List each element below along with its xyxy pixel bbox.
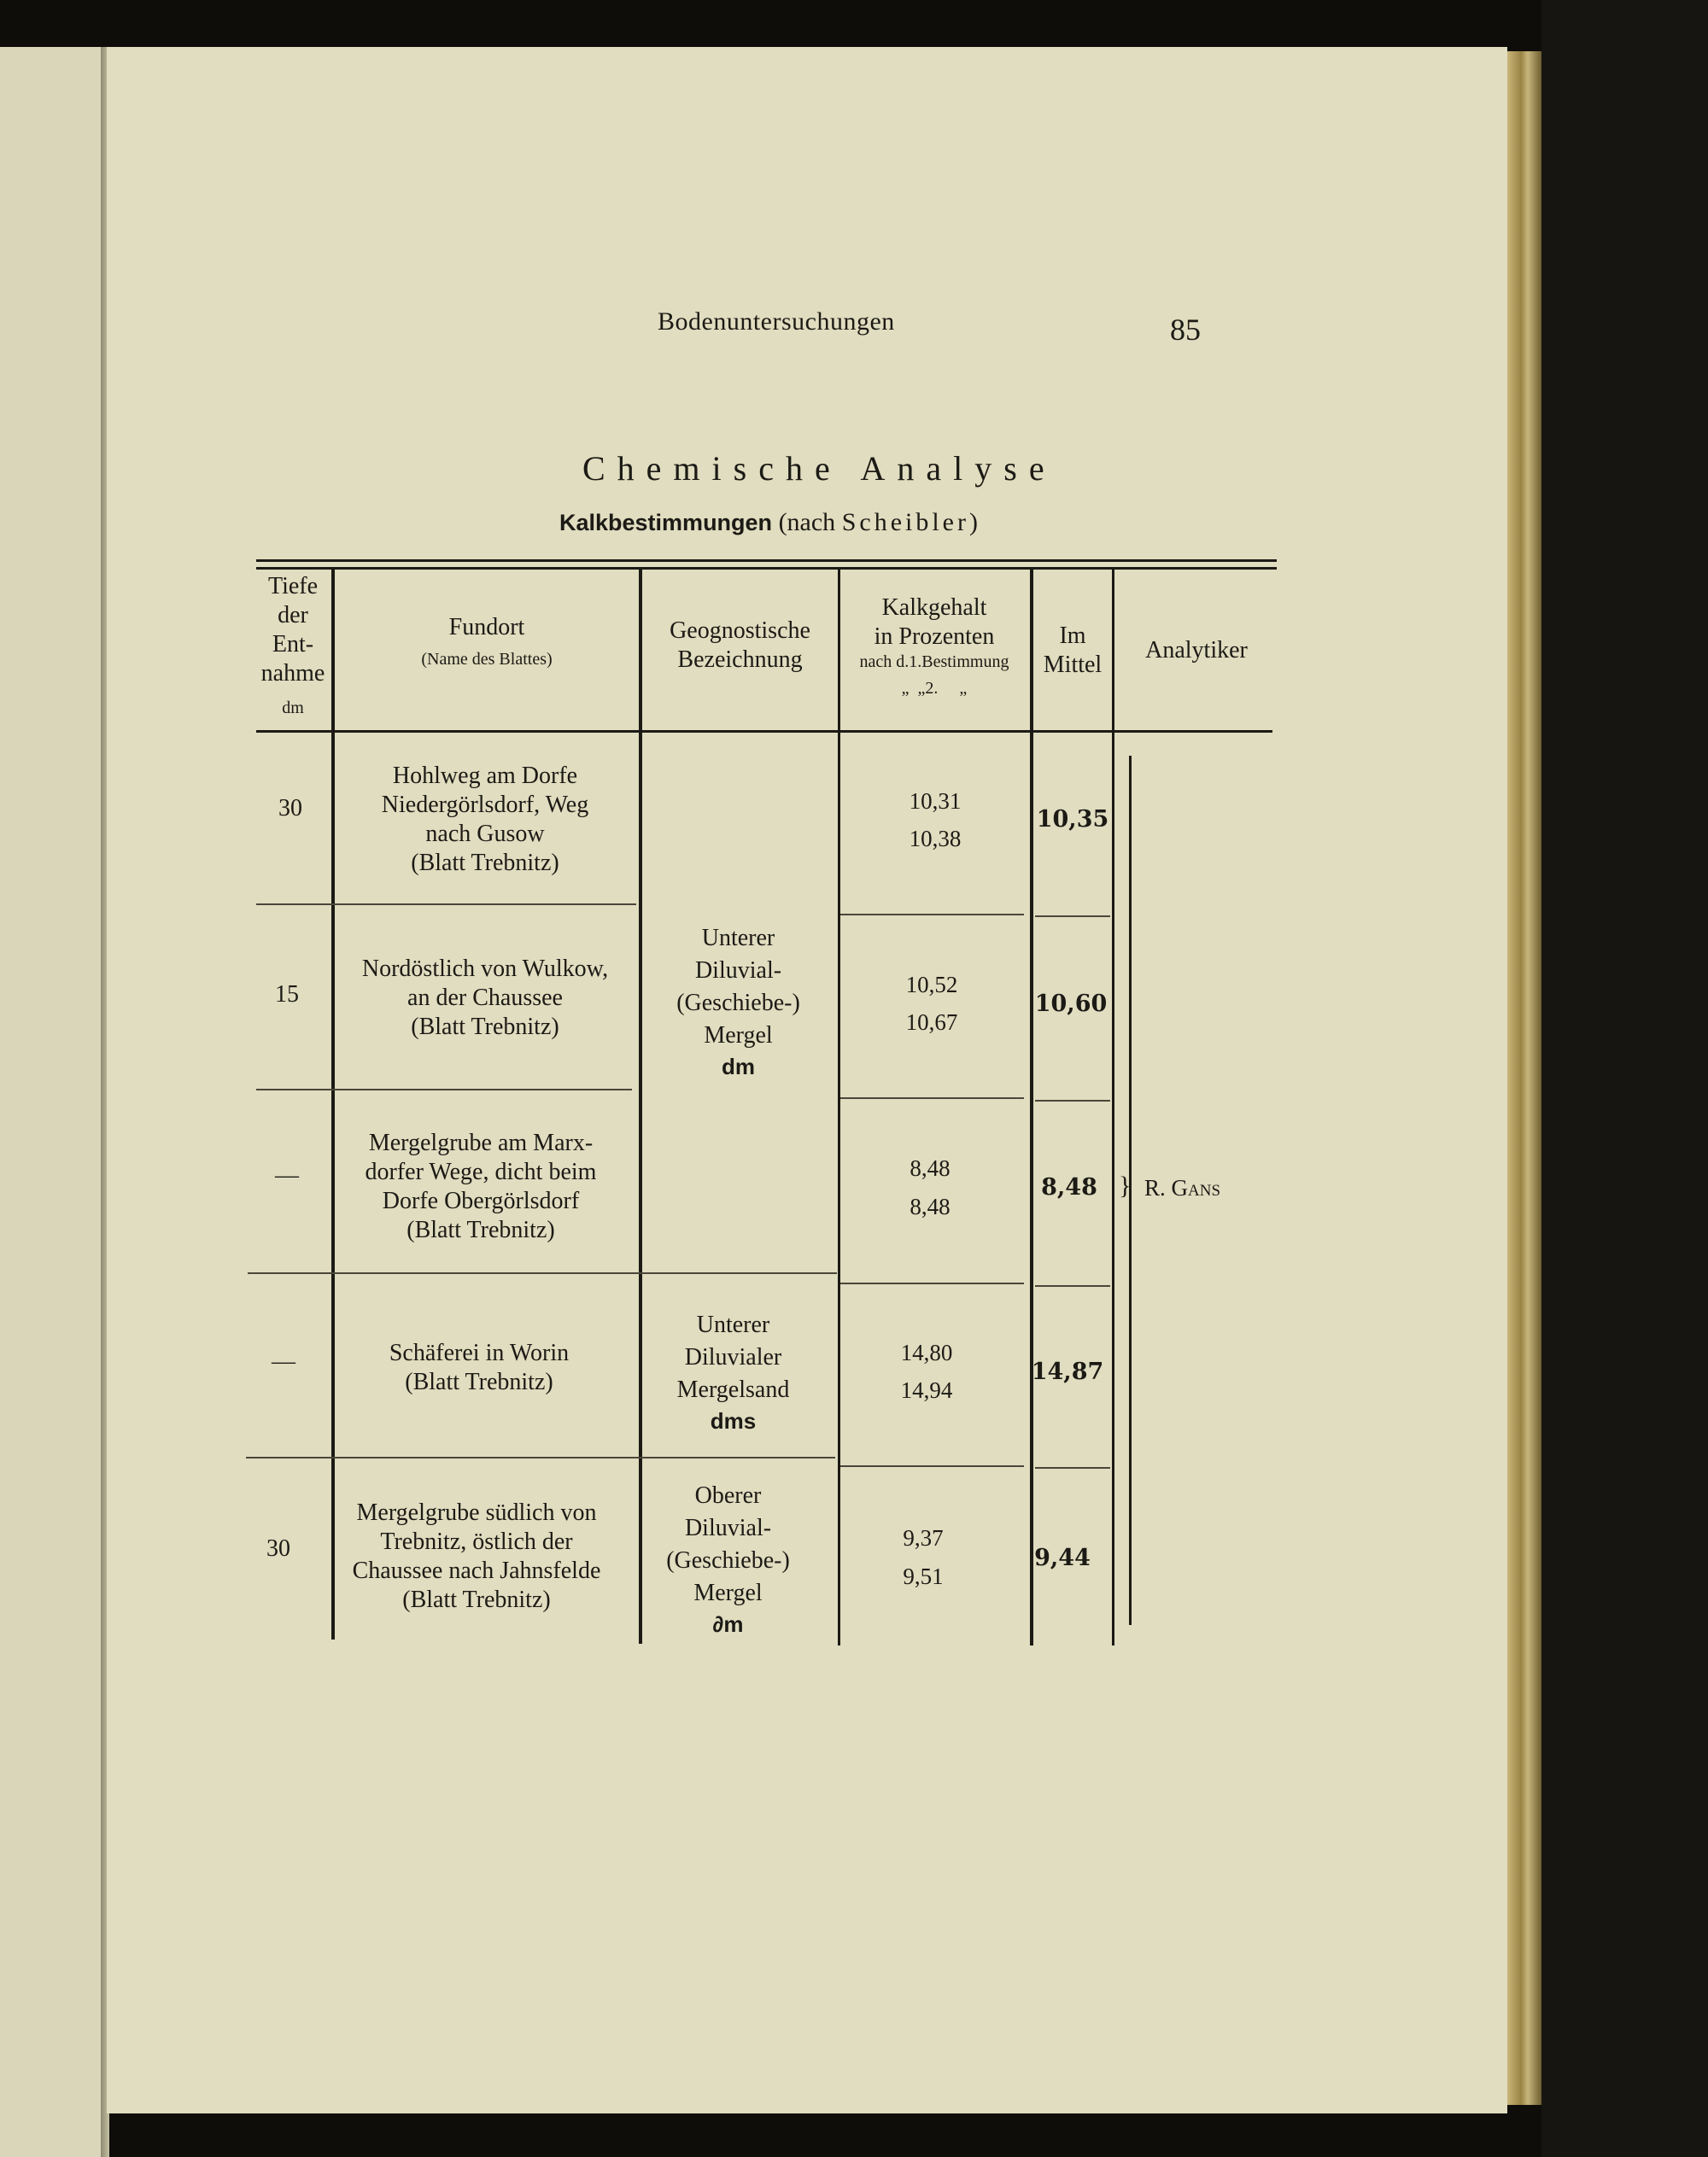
row-rule-1a bbox=[256, 903, 636, 905]
page-number: 85 bbox=[1170, 313, 1201, 347]
header-tiefe-line2: der bbox=[278, 602, 308, 629]
row4-tiefe: — bbox=[272, 1348, 295, 1375]
row5-fundort-l1: Mergelgrube südlich von bbox=[356, 1499, 597, 1526]
geo3-l3: (Geschiebe-) bbox=[666, 1547, 790, 1575]
row2-tiefe: 15 bbox=[275, 981, 299, 1008]
row-rule-3b bbox=[840, 1283, 1024, 1284]
book-binding bbox=[1541, 0, 1708, 2157]
row3-tiefe: — bbox=[275, 1162, 299, 1189]
row1-fundort-l3: nach Gusow bbox=[425, 821, 545, 848]
row3-fundort-l2: dorfer Wege, dicht beim bbox=[365, 1159, 597, 1186]
header-tiefe-line4: nahme bbox=[260, 660, 325, 687]
geo1-l1: Unterer bbox=[701, 925, 775, 951]
header-tiefe-unit: dm bbox=[282, 698, 304, 717]
row1-mittel: 10,35 bbox=[1036, 806, 1109, 833]
row3-fundort-l3: Dorfe Obergörlsdorf bbox=[382, 1188, 580, 1215]
geo-group-1 bbox=[642, 922, 834, 1083]
header-geo bbox=[642, 617, 838, 675]
geo3-l4: Mergel bbox=[693, 1580, 763, 1607]
row2-fundort-l2: an der Chaussee bbox=[407, 985, 563, 1012]
header-analytiker: Analytiker bbox=[1145, 637, 1248, 663]
geo2-l1: Unterer bbox=[696, 1312, 770, 1338]
row1-tiefe: 30 bbox=[278, 795, 302, 821]
row5-value2: 9,51 bbox=[903, 1564, 944, 1589]
row3-value1: 8,48 bbox=[910, 1155, 951, 1181]
row1-value2: 10,38 bbox=[909, 826, 962, 851]
subtitle-name: Scheibler) bbox=[841, 508, 981, 536]
geo1-l2: Diluvial- bbox=[694, 957, 782, 985]
row3-fundort bbox=[331, 1129, 630, 1246]
row3-mittel: 8,48 bbox=[1041, 1174, 1097, 1201]
row5-value1: 9,37 bbox=[903, 1525, 944, 1551]
row-rule-4b bbox=[840, 1465, 1024, 1467]
header-kalk-line2: in Prozenten bbox=[874, 623, 995, 651]
row2-fundort-l3: (Blatt Trebnitz) bbox=[411, 1014, 559, 1041]
row1-fundort-l2: Niedergörlsdorf, Weg bbox=[381, 792, 589, 819]
row4-value1: 14,80 bbox=[900, 1340, 953, 1365]
header-mittel-line1: Im bbox=[1059, 623, 1086, 649]
row4-fundort-l2: (Blatt Trebnitz) bbox=[405, 1369, 553, 1396]
subtitle-bold: Kalkbestimmungen bbox=[559, 510, 773, 535]
row-rule-2c bbox=[1035, 1100, 1110, 1102]
header-tiefe-line3: Ent- bbox=[272, 631, 314, 658]
header-kalk-sub2: „ „2. „ bbox=[901, 678, 968, 698]
geo3-symbol: ∂m bbox=[712, 1611, 744, 1638]
row-rule-4c bbox=[1035, 1467, 1110, 1469]
geo3-l1: Oberer bbox=[694, 1482, 762, 1509]
row3-value2: 8,48 bbox=[910, 1194, 951, 1219]
row5-fundort-l2: Trebnitz, östlich der bbox=[380, 1529, 573, 1556]
row1-fundort-l1: Hohlweg am Dorfe bbox=[392, 763, 578, 789]
header-geo-line2: Bezeichnung bbox=[677, 646, 803, 674]
header-kalk bbox=[837, 593, 1032, 699]
row1-value1: 10,31 bbox=[909, 788, 962, 814]
table-top-rule bbox=[256, 559, 1277, 562]
row3-fundort-l4: (Blatt Trebnitz) bbox=[407, 1217, 555, 1244]
col-rule-3 bbox=[838, 570, 840, 1646]
row4-value2: 14,94 bbox=[900, 1377, 953, 1403]
header-tiefe-line1: Tiefe bbox=[267, 573, 319, 599]
row-rule-1b bbox=[840, 914, 1024, 915]
left-page-edge bbox=[0, 47, 101, 2157]
running-head: Bodenuntersuchungen bbox=[658, 307, 895, 336]
row1-fundort-l4: (Blatt Trebnitz) bbox=[411, 850, 559, 877]
header-fundort-sub: (Name des Blattes) bbox=[421, 650, 553, 669]
geo1-l3: (Geschiebe-) bbox=[676, 990, 800, 1017]
header-kalk-line1: Kalkgehalt bbox=[881, 594, 987, 621]
row3-fundort-l1: Mergelgrube am Marx- bbox=[368, 1130, 594, 1156]
row5-fundort-l4: (Blatt Trebnitz) bbox=[402, 1587, 551, 1614]
header-fundort-label: Fundort bbox=[448, 614, 525, 640]
row2-fundort bbox=[335, 955, 635, 1042]
subtitle-paren: (nach bbox=[778, 508, 836, 536]
geo2-symbol: dms bbox=[710, 1408, 757, 1435]
col-rule-1 bbox=[331, 570, 335, 1640]
brace-point: } bbox=[1119, 1172, 1132, 1200]
row2-value2: 10,67 bbox=[905, 1009, 958, 1035]
row-rule-2b bbox=[840, 1097, 1024, 1099]
row5-mittel: 9,44 bbox=[1034, 1545, 1091, 1571]
table-top-rule-2 bbox=[256, 567, 1277, 570]
row5-fundort bbox=[323, 1499, 630, 1616]
analytiker-name: R. Gans bbox=[1144, 1175, 1221, 1201]
row-rule-3a bbox=[248, 1272, 837, 1274]
row-rule-2a bbox=[256, 1089, 632, 1090]
geo1-symbol: dm bbox=[722, 1054, 755, 1080]
row4-fundort bbox=[330, 1339, 629, 1397]
table-header-rule bbox=[256, 730, 1272, 733]
geo-group-3 bbox=[632, 1480, 824, 1640]
geo3-l2: Diluvial- bbox=[684, 1515, 772, 1542]
header-kalk-sub1: nach d.1.Bestimmung bbox=[859, 652, 1009, 672]
row-rule-3c bbox=[1035, 1285, 1110, 1287]
geo-group-2 bbox=[637, 1309, 829, 1437]
col-rule-5 bbox=[1112, 570, 1114, 1646]
row4-mittel: 14,87 bbox=[1031, 1359, 1104, 1385]
header-fundort bbox=[335, 613, 639, 670]
row2-fundort-l1: Nordöstlich von Wulkow, bbox=[361, 956, 609, 982]
row5-tiefe: 30 bbox=[266, 1535, 290, 1562]
page-edges bbox=[1507, 51, 1541, 2105]
row2-mittel: 10,60 bbox=[1034, 991, 1108, 1017]
col-rule-4 bbox=[1030, 570, 1033, 1646]
header-mittel-line2: Mittel bbox=[1043, 652, 1103, 679]
row-rule-4a bbox=[246, 1457, 835, 1458]
header-tiefe bbox=[254, 572, 331, 718]
row1-fundort bbox=[335, 762, 635, 879]
row-rule-1c bbox=[1035, 915, 1110, 917]
geo1-l4: Mergel bbox=[704, 1022, 773, 1049]
row4-fundort-l1: Schäferei in Worin bbox=[389, 1340, 570, 1366]
row5-fundort-l3: Chaussee nach Jahnsfelde bbox=[352, 1558, 601, 1585]
geo2-l2: Diluvialer bbox=[684, 1344, 782, 1371]
header-mittel bbox=[1033, 622, 1112, 680]
row2-value1: 10,52 bbox=[905, 972, 958, 997]
page-subtitle bbox=[559, 508, 981, 537]
header-geo-line1: Geognostische bbox=[670, 617, 810, 644]
geo2-l3: Mergelsand bbox=[676, 1377, 790, 1404]
